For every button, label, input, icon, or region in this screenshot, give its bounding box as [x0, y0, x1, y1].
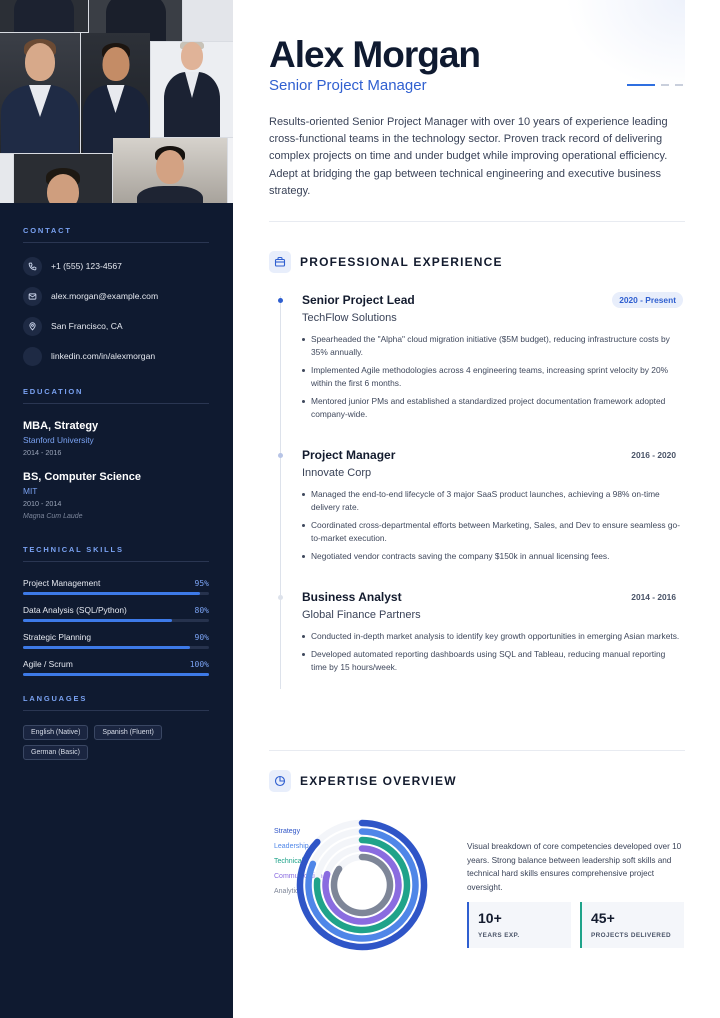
legend-item: Technical [274, 858, 304, 865]
education-heading: EDUCATION [23, 387, 209, 404]
job-bullet: Coordinated cross-departmental efforts between Marketing, Sales, and Dev to ensure seamless go-to-market execution. [302, 519, 682, 545]
photo-tile [14, 154, 112, 203]
company-name: Global Finance Partners [302, 609, 421, 621]
section-divider [269, 221, 685, 222]
job-bullet: Negotiated vendor contracts saving the company $150k in annual licensing fees. [302, 550, 682, 563]
team-photo-collage [0, 0, 233, 203]
stat-value: 10+ [478, 910, 502, 926]
skill-percent: 90% [194, 633, 209, 642]
skill-bar-fill [23, 646, 190, 649]
contact-section [23, 226, 209, 371]
skill-percent: 95% [194, 579, 209, 588]
company-name: Innovate Corp [302, 467, 372, 479]
profile-summary: Results-oriented Senior Project Manager with over 10 years of experience leading cross-functional teams in the technology sector. Proven track record of delivering complex projects on time and under budget while improving operational efficiency. Adept at bridging the gap between technical engineering and executive business strategy. [269, 116, 668, 197]
language-chip: English (Native) [23, 725, 88, 740]
linkedin-text: linkedin.com/in/alexmorgan [51, 351, 156, 361]
stat-card-years [467, 902, 571, 948]
languages-section [23, 694, 209, 760]
job-bullet: Conducted in-depth market analysis to identify key growth opportunities in emerging Asian markets. [302, 630, 682, 643]
photo-tile [113, 138, 227, 203]
decorative-dashes [627, 84, 683, 86]
skill-bar [23, 619, 209, 622]
skill-bar [23, 673, 209, 676]
location-text: San Francisco, CA [51, 321, 123, 331]
company-name: TechFlow Solutions [302, 312, 397, 324]
job-bullet: Managed the end-to-end lifecycle of 3 major SaaS product launches, achieving a 98% on-time delivery rate. [302, 488, 682, 514]
linkedin-icon [23, 347, 42, 366]
honors-note: Magna Cum Laude [23, 513, 83, 520]
decorative-glow [565, 0, 685, 90]
skill-percent: 100% [189, 660, 209, 669]
legend-item: Communication [274, 873, 323, 880]
job-title: Project Manager [302, 448, 396, 462]
photo-tile [0, 33, 80, 153]
photo-tile [151, 42, 233, 137]
experience-header [269, 251, 503, 273]
legend-item: Analytics [274, 888, 303, 895]
job-title: Business Analyst [302, 590, 402, 604]
briefcase-icon [269, 251, 291, 273]
skills-section [23, 545, 209, 686]
skill-bar [23, 592, 209, 595]
timeline-dot [278, 453, 283, 458]
photo-tile [0, 0, 88, 32]
skill-bar-fill [23, 673, 209, 676]
photo-tile [183, 0, 233, 41]
photo-tile [228, 138, 233, 203]
job-bullet: Implemented Agile methodologies across 4 engineering teams, increasing sprint velocity by 20% within the first 6 months. [302, 364, 682, 390]
contact-location [23, 311, 209, 341]
candidate-name: Alex Morgan [269, 34, 481, 75]
expertise-radial-chart [295, 818, 429, 952]
contact-email[interactable] [23, 281, 209, 311]
timeline-dot [278, 298, 283, 303]
location-pin-icon [23, 317, 42, 336]
skill-item [23, 632, 209, 649]
contact-heading: CONTACT [23, 226, 209, 243]
timeline-line [280, 296, 281, 689]
education-section [23, 387, 209, 520]
education-item [23, 471, 209, 520]
language-chip: Spanish (Fluent) [94, 725, 161, 740]
skill-bar-fill [23, 619, 172, 622]
skill-item [23, 659, 209, 676]
skills-heading: TECHNICAL SKILLS [23, 545, 209, 562]
skill-name: Strategic Planning [23, 632, 91, 642]
mail-icon [23, 287, 42, 306]
job-bullets [302, 488, 682, 568]
skill-item [23, 605, 209, 622]
languages-heading: LANGUAGES [23, 694, 209, 711]
stat-label: YEARS EXP. [478, 932, 520, 939]
pie-chart-icon [269, 770, 291, 792]
candidate-role: Senior Project Manager [269, 77, 427, 94]
skill-name: Agile / Scrum [23, 659, 73, 669]
stat-value: 45+ [591, 910, 615, 926]
experience-title: PROFESSIONAL EXPERIENCE [300, 255, 503, 269]
legend-item: Leadership [274, 843, 309, 850]
legend-item: Strategy [274, 828, 301, 835]
job-bullets [302, 630, 682, 679]
skill-percent: 80% [194, 606, 209, 615]
timeline-dot [278, 595, 283, 600]
job-dates: 2014 - 2016 [631, 592, 676, 602]
education-years: 2010 - 2014 [23, 499, 62, 508]
contact-phone[interactable] [23, 251, 209, 281]
skill-item [23, 578, 209, 595]
job-bullets [302, 333, 682, 426]
job-bullet: Spearheaded the "Alpha" cloud migration initiative ($5M budget), reducing infrastructure costs by 35% annually. [302, 333, 682, 359]
school-name: MIT [23, 486, 38, 496]
overview-description: Visual breakdown of core competencies developed over 10 years. Strong balance between leadership soft skills and technical hard skills ensures comprehensive project oversight. [467, 842, 682, 892]
overview-header [269, 770, 457, 792]
job-dates: 2020 - Present [612, 292, 683, 308]
job-title: Senior Project Lead [302, 293, 415, 307]
job-bullet: Developed automated reporting dashboards using SQL and Tableau, reducing manual reporting time by 15 hours/week. [302, 648, 682, 674]
degree-title: BS, Computer Science [23, 471, 141, 483]
photo-tile [81, 33, 150, 153]
education-years: 2014 - 2016 [23, 448, 62, 457]
skill-bar-fill [23, 592, 200, 595]
overview-title: EXPERTISE OVERVIEW [300, 774, 457, 788]
phone-icon [23, 257, 42, 276]
job-bullet: Mentored junior PMs and established a standardized project documentation framework adopted company-wide. [302, 395, 682, 421]
skill-bar [23, 646, 209, 649]
skill-name: Project Management [23, 578, 101, 588]
education-item [23, 420, 209, 457]
school-name: Stanford University [23, 435, 94, 445]
section-divider [269, 750, 685, 751]
stat-card-projects [580, 902, 684, 948]
job-dates: 2016 - 2020 [631, 450, 676, 460]
stat-label: PROJECTS DELIVERED [591, 932, 671, 939]
sidebar [0, 0, 233, 1018]
skill-name: Data Analysis (SQL/Python) [23, 605, 127, 615]
contact-linkedin[interactable] [23, 341, 209, 371]
photo-tile [0, 154, 13, 203]
degree-title: MBA, Strategy [23, 420, 99, 432]
phone-text: +1 (555) 123-4567 [51, 261, 122, 271]
language-chip: German (Basic) [23, 745, 88, 760]
email-text: alex.morgan@example.com [51, 291, 159, 301]
